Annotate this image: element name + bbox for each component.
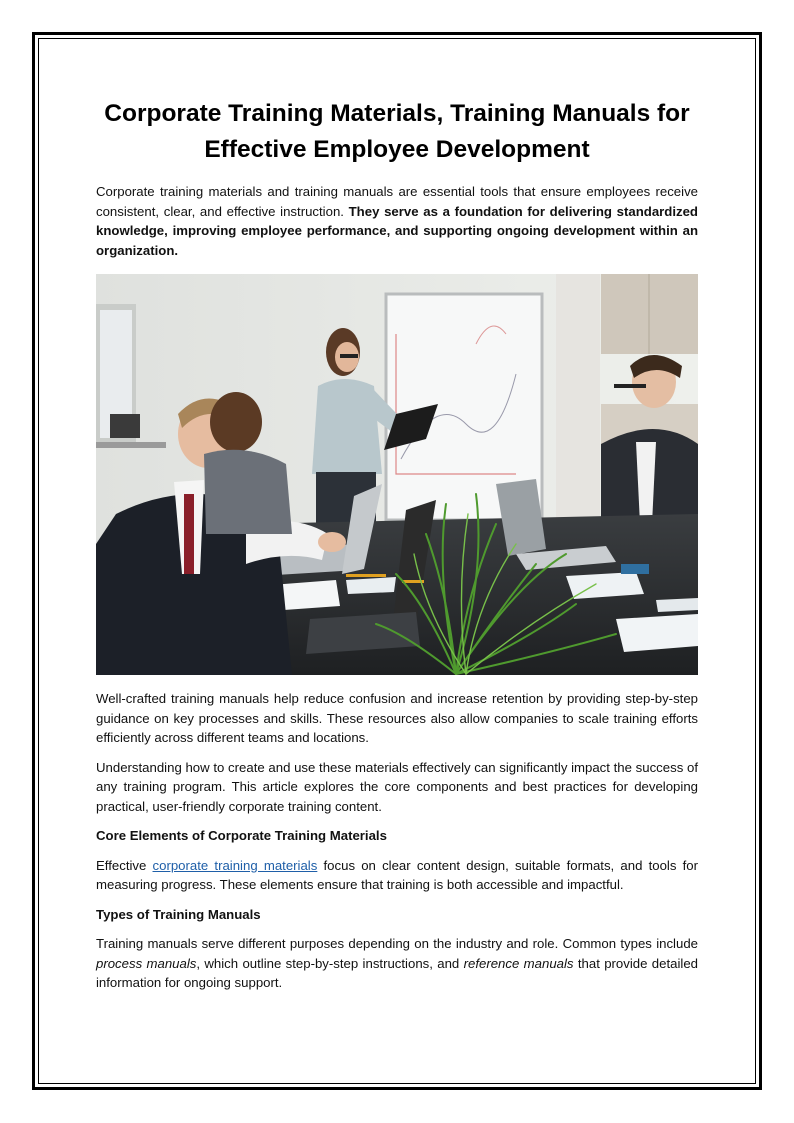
intro-paragraph	[96, 182, 698, 260]
page-title: Corporate Training Materials, Training Manuals for Effective Employee Development	[104, 100, 690, 163]
body-paragraph-1: Well-crafted training manuals help reduce confusion and increase retention by providing step-by-step guidance on key processes and skills. These resources also allow companies to scale training efforts efficiently across different teams and locations.	[96, 691, 698, 745]
core-elements-text-end: focus on clear content design, suitable formats, and tools for measuring progress. These elements ensure that training is both accessible and impactful.	[96, 857, 699, 892]
section-heading-core-elements: Core Elements of Corporate Training Materials	[96, 828, 387, 843]
types-text-1: Training manuals serve different purposes depending on the industry and role. Common types include	[96, 936, 698, 951]
core-elements-paragraph	[96, 856, 698, 895]
reference-manuals-term: reference manuals	[463, 955, 574, 971]
types-paragraph	[96, 934, 698, 993]
core-elements-text-start: Effective	[96, 857, 153, 873]
meeting-photo	[96, 274, 698, 675]
types-text-3: that provide detailed information for ongoing support.	[96, 955, 698, 990]
corporate-training-materials-link[interactable]: corporate training materials	[152, 857, 318, 873]
intro-text: Corporate training materials and training manuals are essential tools that ensure employees receive consistent, clear, and effective instruction.	[96, 184, 698, 219]
article	[96, 96, 698, 993]
body-paragraph-2: Understanding how to create and use these materials effectively can significantly impact the success of any training program. This article explores the core components and best practices for developing practical, user-friendly corporate training content.	[96, 759, 698, 814]
section-heading-types: Types of Training Manuals	[96, 906, 261, 922]
process-manuals-term: process manuals	[96, 955, 197, 971]
intro-bold-text: They serve as a foundation for delivering standardized knowledge, improving employee performance, and supporting ongoing development within an organization.	[96, 203, 698, 258]
types-text-2: , which outline step-by-step instructions, and	[196, 955, 464, 971]
